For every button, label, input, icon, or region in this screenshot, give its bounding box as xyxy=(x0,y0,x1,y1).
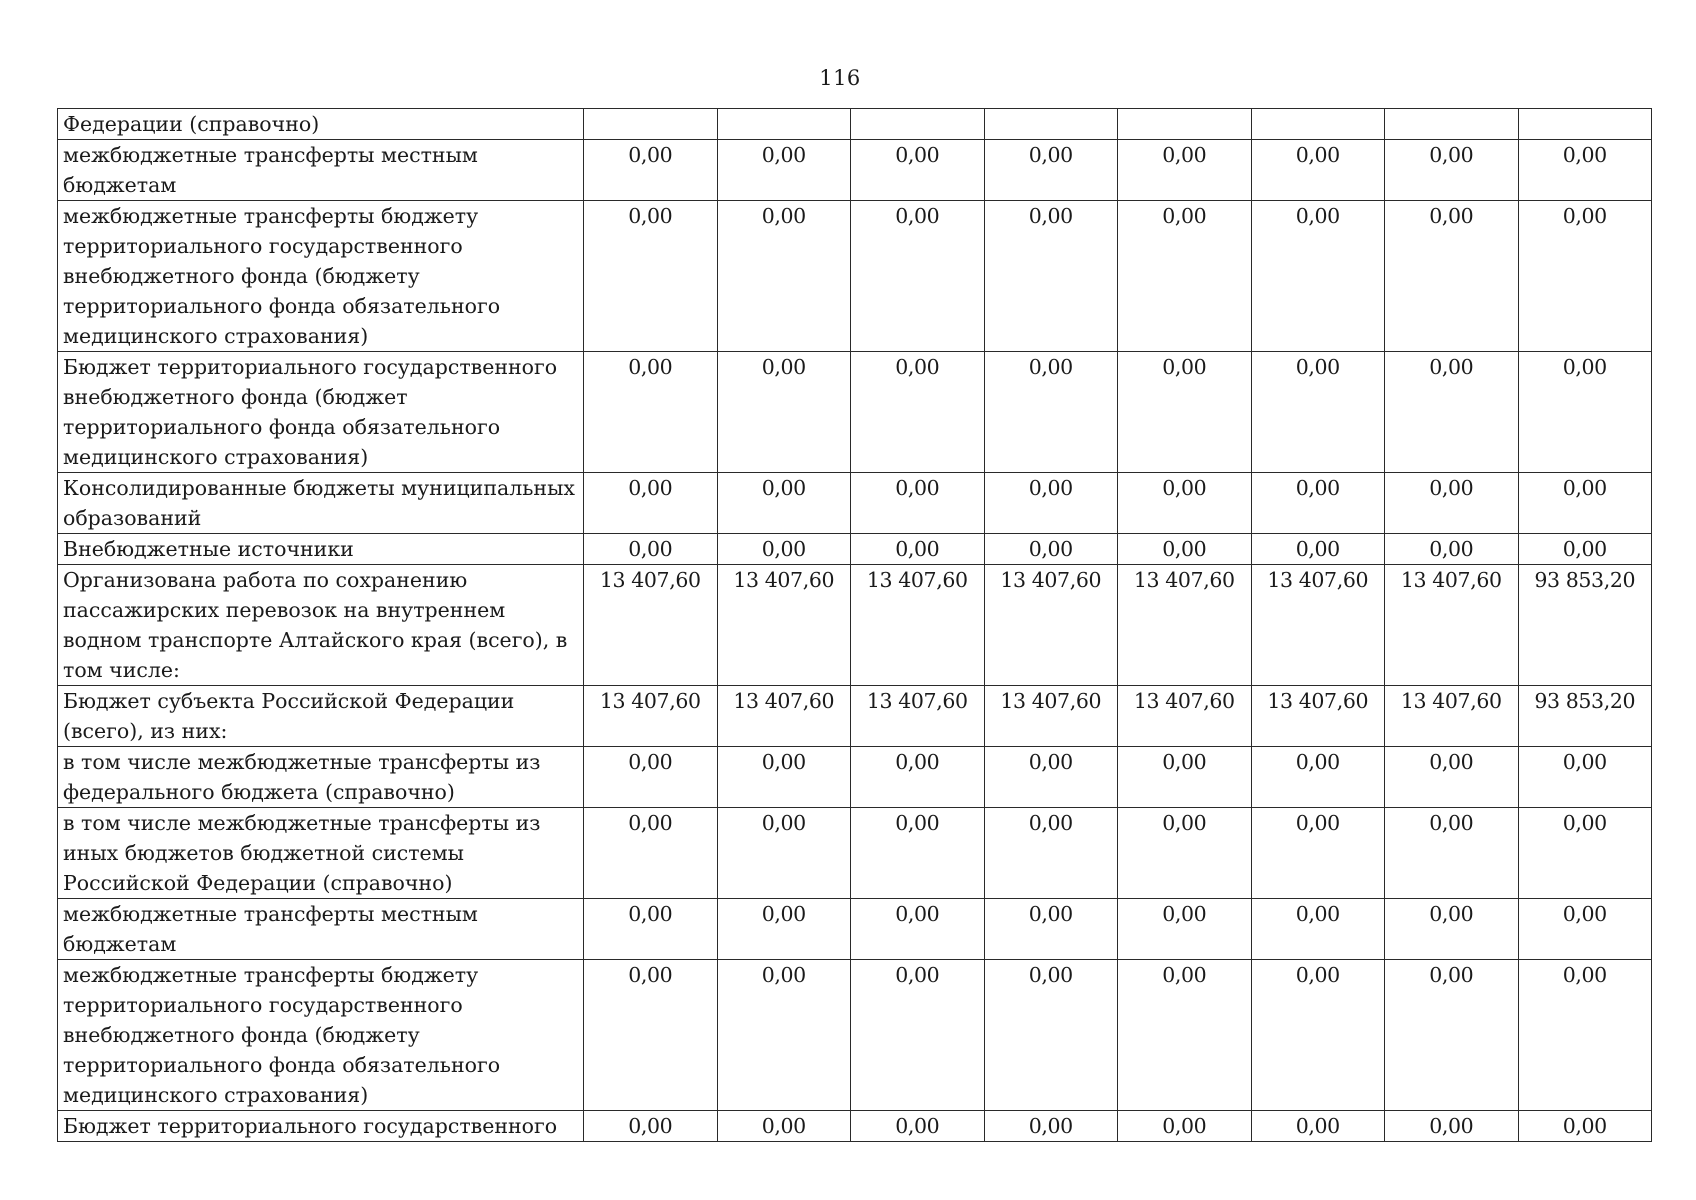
value-cell: 0,00 xyxy=(1385,352,1519,473)
value-cell: 13 407,60 xyxy=(717,565,851,686)
value-cell xyxy=(1251,109,1385,140)
table-row xyxy=(58,109,1652,140)
value-cell: 0,00 xyxy=(584,473,718,534)
row-label: Федерации (справочно) xyxy=(58,109,584,140)
value-cell: 0,00 xyxy=(851,201,985,352)
value-cell: 0,00 xyxy=(1118,473,1252,534)
value-cell: 0,00 xyxy=(1251,808,1385,899)
value-cell: 0,00 xyxy=(1385,473,1519,534)
value-cell: 0,00 xyxy=(1385,899,1519,960)
value-cell: 0,00 xyxy=(851,352,985,473)
value-cell: 0,00 xyxy=(584,140,718,201)
value-cell: 0,00 xyxy=(1118,352,1252,473)
value-cell: 93 853,20 xyxy=(1518,565,1652,686)
value-cell: 93 853,20 xyxy=(1518,686,1652,747)
value-cell: 13 407,60 xyxy=(851,565,985,686)
table-row xyxy=(58,747,1652,808)
value-cell: 0,00 xyxy=(851,534,985,565)
row-label: Организована работа по сохранению пассажирских перевозок на внутреннем водном транспорте Алтайского края (всего), в том числе: xyxy=(58,565,584,686)
row-label: межбюджетные трансферты бюджету территориального государственного внебюджетного фонда (бюджету территориального фонда обязательного медицинского страхования) xyxy=(58,960,584,1111)
value-cell: 13 407,60 xyxy=(584,565,718,686)
value-cell: 0,00 xyxy=(584,808,718,899)
value-cell xyxy=(851,109,985,140)
value-cell: 0,00 xyxy=(1518,1111,1652,1142)
value-cell: 0,00 xyxy=(984,899,1118,960)
value-cell: 0,00 xyxy=(584,534,718,565)
table-row xyxy=(58,960,1652,1111)
value-cell: 0,00 xyxy=(1118,808,1252,899)
row-label: межбюджетные трансферты местным бюджетам xyxy=(58,140,584,201)
value-cell: 0,00 xyxy=(1251,140,1385,201)
value-cell xyxy=(1518,109,1652,140)
value-cell: 0,00 xyxy=(984,140,1118,201)
row-label: Бюджет субъекта Российской Федерации (всего), из них: xyxy=(58,686,584,747)
table-row xyxy=(58,140,1652,201)
value-cell: 0,00 xyxy=(584,201,718,352)
value-cell: 0,00 xyxy=(1385,140,1519,201)
value-cell: 0,00 xyxy=(1518,352,1652,473)
row-label: в том числе межбюджетные трансферты из федерального бюджета (справочно) xyxy=(58,747,584,808)
value-cell: 0,00 xyxy=(984,473,1118,534)
table-row xyxy=(58,1111,1652,1142)
value-cell: 0,00 xyxy=(1385,960,1519,1111)
value-cell xyxy=(717,109,851,140)
row-label: межбюджетные трансферты бюджету территориального государственного внебюджетного фонда (бюджету территориального фонда обязательного медицинского страхования) xyxy=(58,201,584,352)
value-cell: 13 407,60 xyxy=(984,686,1118,747)
value-cell: 0,00 xyxy=(984,534,1118,565)
value-cell: 0,00 xyxy=(851,960,985,1111)
value-cell: 0,00 xyxy=(851,473,985,534)
row-label: Внебюджетные источники xyxy=(58,534,584,565)
value-cell: 0,00 xyxy=(584,352,718,473)
value-cell: 0,00 xyxy=(1385,201,1519,352)
value-cell: 0,00 xyxy=(851,808,985,899)
value-cell: 0,00 xyxy=(984,747,1118,808)
value-cell: 0,00 xyxy=(584,899,718,960)
value-cell: 0,00 xyxy=(1385,808,1519,899)
value-cell: 0,00 xyxy=(1518,201,1652,352)
value-cell: 0,00 xyxy=(1118,140,1252,201)
value-cell: 0,00 xyxy=(1518,747,1652,808)
value-cell: 0,00 xyxy=(1251,1111,1385,1142)
table-row xyxy=(58,565,1652,686)
value-cell: 13 407,60 xyxy=(1251,565,1385,686)
value-cell: 0,00 xyxy=(584,960,718,1111)
value-cell: 13 407,60 xyxy=(717,686,851,747)
value-cell: 0,00 xyxy=(717,1111,851,1142)
value-cell: 13 407,60 xyxy=(1118,565,1252,686)
value-cell: 0,00 xyxy=(717,352,851,473)
value-cell: 0,00 xyxy=(717,899,851,960)
value-cell: 0,00 xyxy=(717,201,851,352)
table-row xyxy=(58,899,1652,960)
value-cell: 0,00 xyxy=(717,140,851,201)
value-cell xyxy=(1118,109,1252,140)
value-cell xyxy=(1385,109,1519,140)
value-cell: 0,00 xyxy=(1251,534,1385,565)
value-cell: 0,00 xyxy=(851,140,985,201)
value-cell: 0,00 xyxy=(1118,899,1252,960)
value-cell: 0,00 xyxy=(1518,473,1652,534)
value-cell: 0,00 xyxy=(1118,1111,1252,1142)
value-cell: 0,00 xyxy=(584,747,718,808)
value-cell: 0,00 xyxy=(1251,747,1385,808)
value-cell: 0,00 xyxy=(717,473,851,534)
value-cell: 0,00 xyxy=(851,899,985,960)
value-cell: 13 407,60 xyxy=(1251,686,1385,747)
table-row xyxy=(58,808,1652,899)
value-cell: 0,00 xyxy=(984,1111,1118,1142)
row-label: Бюджет территориального государственного внебюджетного фонда (бюджет территориального фонда обязательного медицинского страхования) xyxy=(58,352,584,473)
value-cell: 0,00 xyxy=(1251,899,1385,960)
value-cell: 0,00 xyxy=(717,534,851,565)
row-label: в том числе межбюджетные трансферты из иных бюджетов бюджетной системы Российской Федерации (справочно) xyxy=(58,808,584,899)
value-cell: 0,00 xyxy=(717,808,851,899)
value-cell: 0,00 xyxy=(1518,140,1652,201)
value-cell: 0,00 xyxy=(1118,747,1252,808)
value-cell: 0,00 xyxy=(1385,534,1519,565)
value-cell: 13 407,60 xyxy=(584,686,718,747)
value-cell xyxy=(984,109,1118,140)
value-cell: 0,00 xyxy=(984,960,1118,1111)
value-cell: 0,00 xyxy=(1251,352,1385,473)
table-row xyxy=(58,686,1652,747)
value-cell: 0,00 xyxy=(851,747,985,808)
value-cell: 0,00 xyxy=(1251,201,1385,352)
value-cell: 0,00 xyxy=(1518,899,1652,960)
row-label: межбюджетные трансферты местным бюджетам xyxy=(58,899,584,960)
value-cell: 0,00 xyxy=(717,960,851,1111)
value-cell: 0,00 xyxy=(984,352,1118,473)
value-cell: 0,00 xyxy=(1118,201,1252,352)
budget-table-body xyxy=(58,109,1652,1142)
value-cell: 0,00 xyxy=(1518,808,1652,899)
value-cell: 0,00 xyxy=(1518,534,1652,565)
value-cell: 0,00 xyxy=(1251,960,1385,1111)
value-cell: 13 407,60 xyxy=(1385,565,1519,686)
table-row xyxy=(58,534,1652,565)
budget-table xyxy=(57,108,1652,1142)
value-cell: 0,00 xyxy=(1518,960,1652,1111)
row-label: Бюджет территориального государственного xyxy=(58,1111,584,1142)
value-cell: 0,00 xyxy=(1118,534,1252,565)
table-row xyxy=(58,201,1652,352)
row-label: Консолидированные бюджеты муниципальных образований xyxy=(58,473,584,534)
value-cell xyxy=(584,109,718,140)
page-number: 116 xyxy=(819,66,861,90)
value-cell: 0,00 xyxy=(1385,747,1519,808)
value-cell: 0,00 xyxy=(1251,473,1385,534)
value-cell: 0,00 xyxy=(851,1111,985,1142)
value-cell: 0,00 xyxy=(1385,1111,1519,1142)
table-row xyxy=(58,352,1652,473)
value-cell: 0,00 xyxy=(1118,960,1252,1111)
value-cell: 13 407,60 xyxy=(851,686,985,747)
value-cell: 0,00 xyxy=(717,747,851,808)
value-cell: 13 407,60 xyxy=(1385,686,1519,747)
value-cell: 13 407,60 xyxy=(984,565,1118,686)
value-cell: 0,00 xyxy=(584,1111,718,1142)
value-cell: 0,00 xyxy=(984,808,1118,899)
value-cell: 0,00 xyxy=(984,201,1118,352)
table-row xyxy=(58,473,1652,534)
value-cell: 13 407,60 xyxy=(1118,686,1252,747)
